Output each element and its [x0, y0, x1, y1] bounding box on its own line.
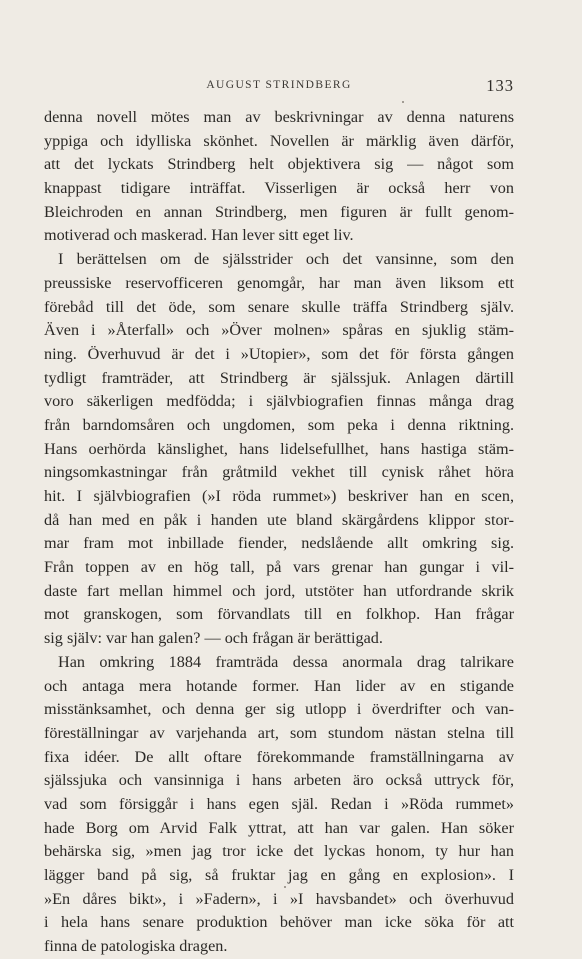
text-line: fixa idéer. De allt oftare förekommande framställningarna av	[44, 747, 514, 766]
text-line: ning. Överhuvud är det i »Utopier», som det för första gången	[44, 344, 514, 363]
text-line: då han med en påk i handen ute bland skärgårdens klippor stor-	[44, 510, 514, 529]
text-line: preussiske reservofficeren genomgår, har man även liksom ett	[44, 273, 514, 292]
text-line: Han omkring 1884 framträda dessa anormala drag talrikare	[58, 652, 514, 671]
text-line: motiverad och maskerad. Han lever sitt eget liv.	[44, 226, 354, 245]
text-line: ningsomkastningar från gråtmild vekhet till cynisk råhet höra	[44, 463, 514, 482]
text-line: voro säkerligen medfödda; i självbiografien finnas många drag	[44, 392, 514, 411]
text-line: vad som försiggår i hans egen själ. Redan i »Röda rummet»	[44, 794, 514, 813]
text-line: tydligt framträder, att Strindberg är själssjuk. Anlagen därtill	[44, 368, 514, 387]
text-line: från barndomsåren och ungdomen, som peka i denna riktning.	[44, 415, 514, 434]
running-head	[44, 75, 514, 95]
text-line: hit. I självbiografien (»I röda rummet») beskriver han en scen,	[44, 487, 514, 505]
text-line: sig själv: var han galen? — och frågan är berättigad.	[44, 629, 383, 648]
text-line: denna novell mötes man av beskrivningar av denna naturens	[44, 108, 514, 126]
text-line: knappast tidigare inträffat. Visserligen är också herr von	[44, 179, 514, 198]
text-line: lägger band på sig, så fruktar jag en gång en explosion». I	[44, 866, 514, 884]
text-line: mot granskogen, som förvandlats till en folkhop. Han frågar	[44, 605, 514, 624]
text-line: mar fram mot inbillade fiender, nedslående allt omkring sig.	[44, 534, 514, 553]
body-text	[44, 106, 514, 959]
text-line: att det lyckats Strindberg helt objektivera sig — något som	[44, 155, 514, 174]
text-line: misstänksamhet, och denna ger sig utlopp i överdrifter och van-	[44, 700, 514, 719]
paper-speck	[402, 101, 404, 103]
text-line: behärska sig, »men jag tror icke det lyckas honom, ty hur han	[44, 842, 514, 861]
text-line: finna de patologiska dragen.	[44, 937, 228, 956]
paper-speck	[284, 886, 286, 888]
text-line: själssjuka och vansinniga i hans arbeten äro också uttryck för,	[44, 771, 514, 790]
text-line: Hans oerhörda känslighet, hans lidelsefullhet, hans hastiga stäm-	[44, 439, 514, 458]
text-line: förebåd till det öde, som senare skulle träffa Strindberg själv.	[44, 297, 514, 316]
page-number: 133	[486, 76, 514, 95]
running-title: AUGUST STRINDBERG	[206, 79, 352, 91]
text-line: daste fart mellan himmel och jord, utstöter han utfordrande skrik	[44, 581, 514, 600]
text-line: »En dåres bikt», i »Fadern», i »I havsbandet» och överhuvud	[44, 889, 514, 908]
text-line: Från toppen av en hög tall, på vars grenar han gungar i vil-	[44, 558, 514, 577]
text-line: I berättelsen om de själsstrider och det vansinne, som den	[58, 250, 514, 269]
text-line: Bleichroden en annan Strindberg, men figuren är fullt genom-	[44, 202, 514, 221]
text-line: och antaga mera hotande former. Han lider av en stigande	[44, 676, 514, 695]
text-line: i hela hans senare produktion behöver man icke söka för att	[44, 913, 514, 932]
text-line: hade Borg om Arvid Falk yttrat, att han var galen. Han söker	[44, 818, 514, 837]
text-line: Även i »Återfall» och »Över molnen» spåras en sjuklig stäm-	[44, 321, 514, 340]
text-line: yppiga och idylliska skönhet. Novellen är märklig även därför,	[44, 131, 514, 150]
text-line: föreställningar av varjehanda art, som stundom nästan stelna till	[44, 723, 514, 742]
